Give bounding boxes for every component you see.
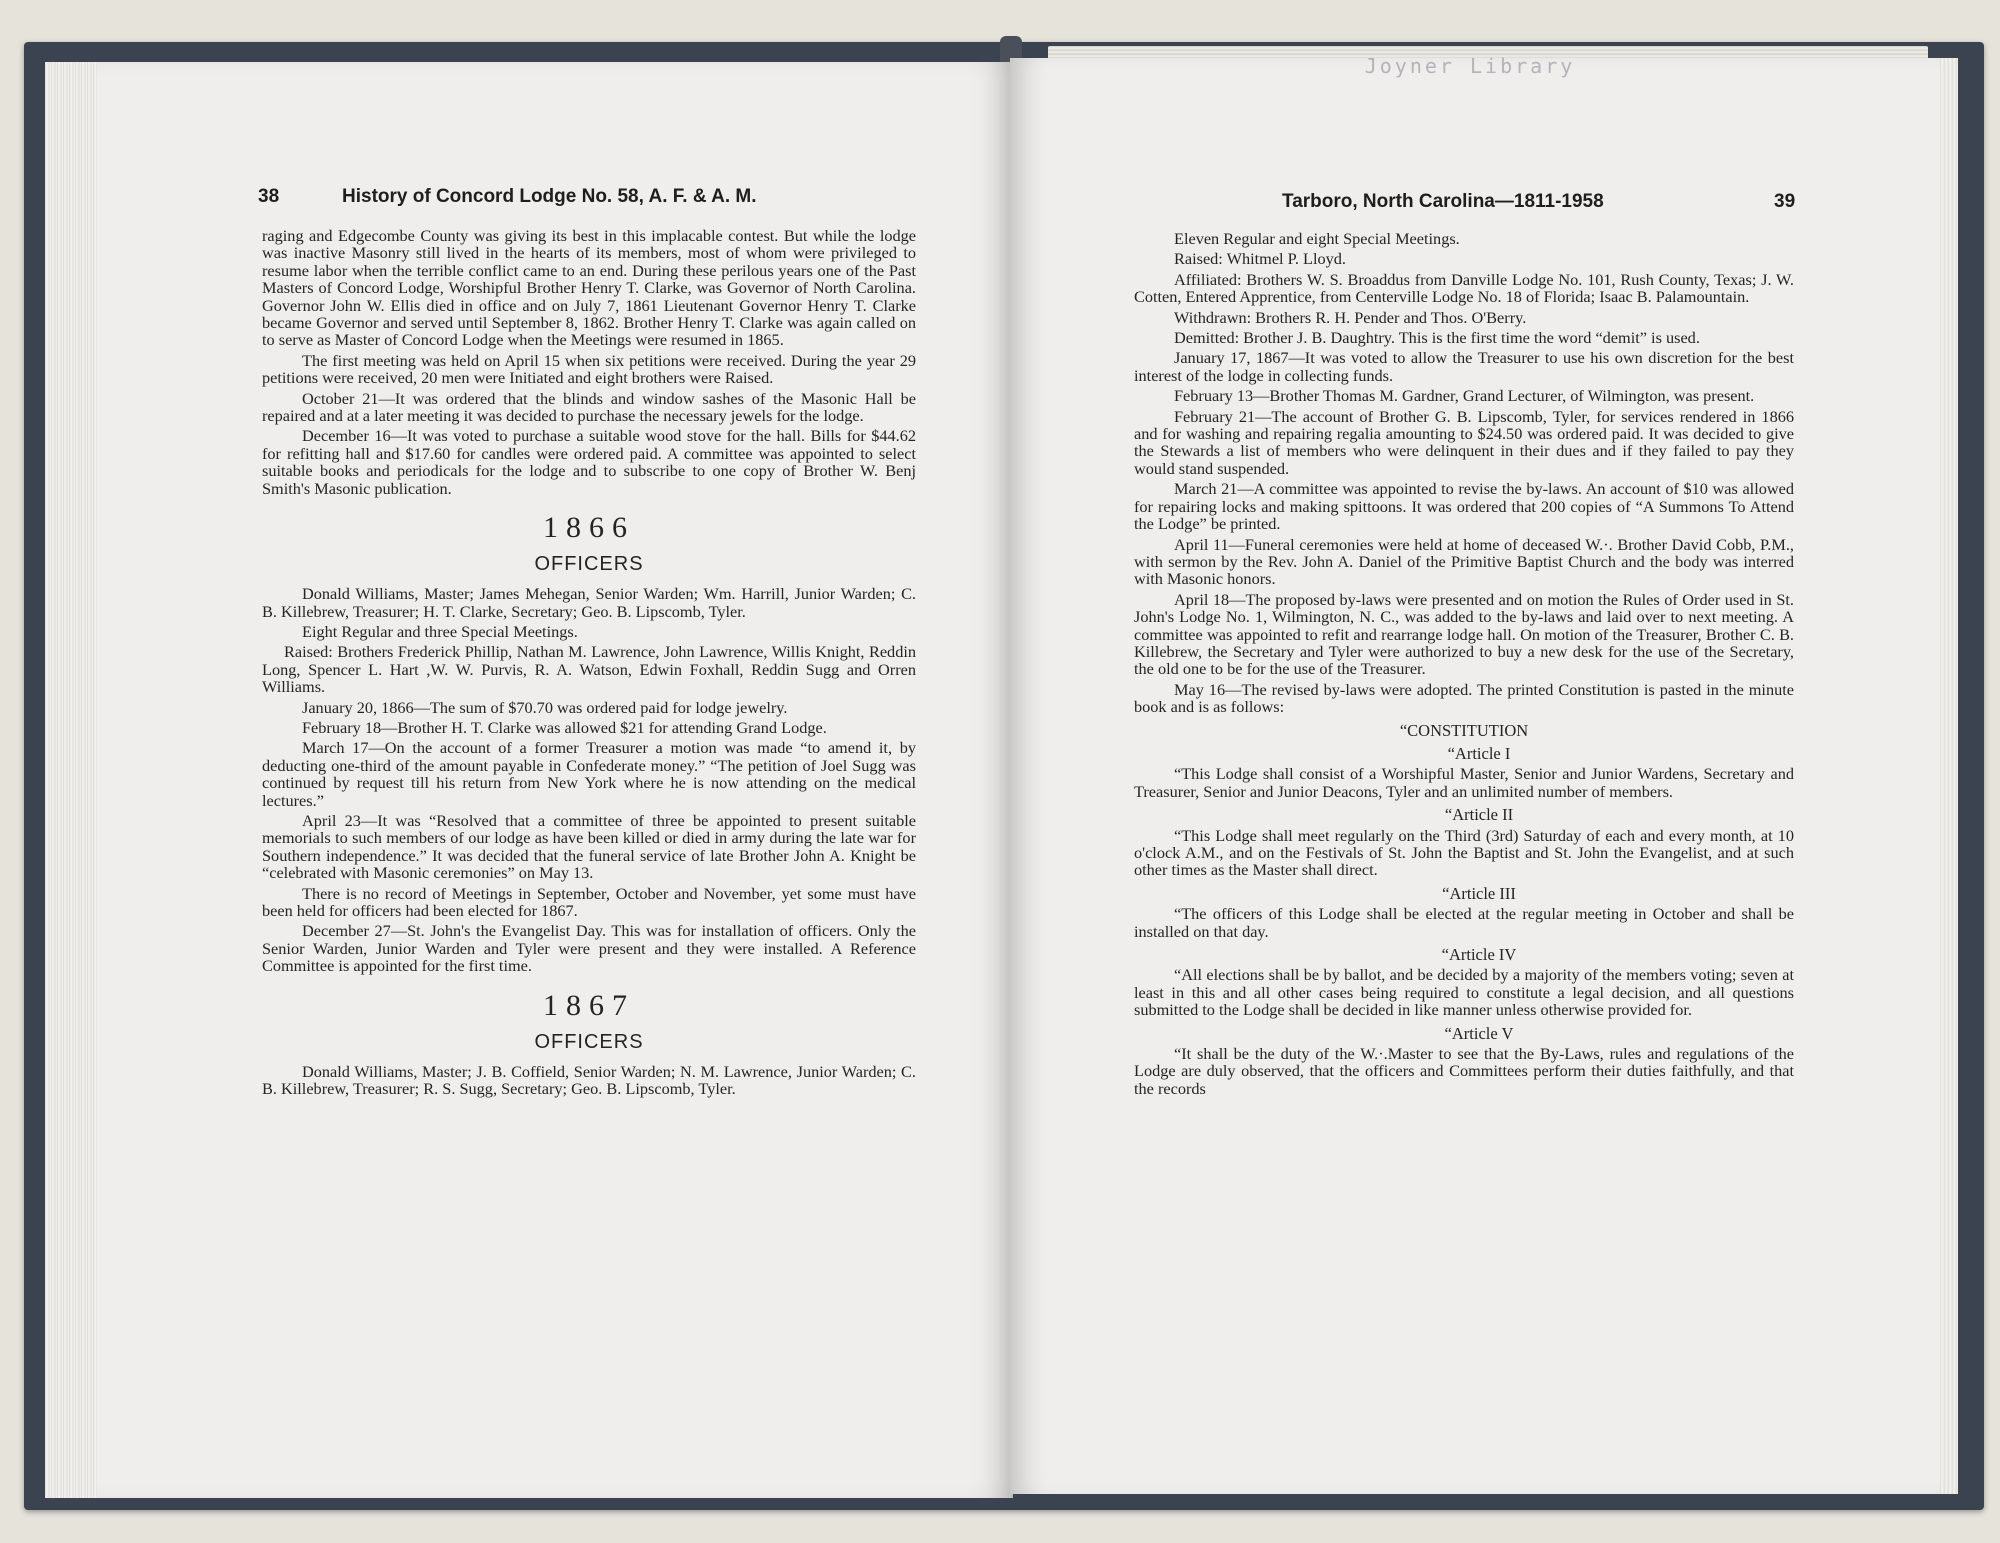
left-page-text (262, 227, 916, 1097)
left-running-title: History of Concord Lodge No. 58, A. F. & A. M. (342, 186, 757, 207)
article-text: “All elections shall be by ballot, and be decided by a majority of the members voting; seven at least in this and all other cases being required to constitute a legal decision, and all questions submitted to the Lodge shall be decided in like manner unless otherwise provided for. (1134, 965, 1794, 1020)
left-page-number: 38 (258, 186, 280, 207)
paragraph: Withdrawn: Brothers R. H. Pender and Thos. O'Berry. (1174, 307, 1527, 327)
paragraph: raging and Edgecombe County was giving its best in this implacable contest. But while the lodge was inactive Masonry still lived in the hearts of its members, most of whom were privileged to resume labor when the terrible conflict came to an end. During these perilous years one of the Past Masters of Concord Lodge, Worshipful Brother Henry T. Clarke, was Governor of North Carolina. Governor John W. Ellis died in office and on July 7, 1861 Lieutenant Governor Henry T. Clarke became Governor and served until September 8, 1862. Brother Henry T. Clarke was again called on to serve as Master of Concord Lodge when the Meetings were resumed in 1865. (262, 226, 916, 350)
right-page-number: 39 (1774, 191, 1796, 212)
article-title: “Article III (1442, 883, 1516, 903)
paragraph: January 17, 1867—It was voted to allow the Treasurer to use his own discretion for the best interest of the lodge in collecting funds. (1134, 348, 1794, 385)
paragraph: April 23—It was “Resolved that a committee of three be appointed to present suitable memorials to such members of our lodge as have been killed or died in army during the late war for Southern independence.” It was decided that the funeral service of late Brother John A. Knight be “celebrated with Masonic ceremonies” on May 13. (262, 810, 916, 883)
paragraph: Donald Williams, Master; James Mehegan, Senior Warden; Wm. Harrill, Junior Warden; C. B. Killebrew, Treasurer; H. T. Clarke, Secretary; Geo. B. Lipscomb, Tyler. (262, 584, 916, 621)
paragraph: Eleven Regular and eight Special Meetings. (1174, 229, 1460, 248)
article-title: “Article I (1447, 743, 1511, 763)
paragraph: There is no record of Meetings in September, October and November, yet some must have been held for officers had been elected for 1867. (262, 883, 916, 920)
officers-heading-1867: OFFICERS (534, 1030, 644, 1053)
paragraph: February 21—The account of Brother G. B. Lipscomb, Tyler, for services rendered in 1866 and for washing and repairing regalia amounting to $24.50 was ordered paid. It was decided to give the Stewards a list of members who were delinquent in their dues and if they failed to pay they would stand suspended. (1134, 406, 1794, 478)
right-page-text (1134, 230, 1794, 1097)
paragraph: Donald Williams, Master; J. B. Coffield, Senior Warden; N. M. Lawrence, Junior Warden; C. B. Killebrew, Treasurer; R. S. Sugg, Secretary; Geo. B. Lipscomb, Tyler. (262, 1061, 916, 1099)
paragraph: February 18—Brother H. T. Clarke was allowed $21 for attending Grand Lodge. (302, 717, 827, 737)
paragraph: April 18—The proposed by-laws were presented and on motion the Rules of Order used in St. John's Lodge No. 1, Wilmington, N. C., was added to the by-laws and laid over to next meeting. A committee was appointed to refit and rearrange lodge hall. On motion of the Treasurer, Brother C. B. Killebrew, the Secretary and Tyler were authorized to buy a new desk for the use of the Secretary, the old one to be for the use of the Treasurer. (1134, 589, 1794, 679)
article-title: “Article IV (1441, 945, 1517, 965)
paragraph: April 11—Funeral ceremonies were held at home of deceased W.·. Brother David Cobb, P.M., with sermon by the Rev. John A. Daniel of the Primitive Baptist Church and the body was interred with Masonic honors. (1134, 534, 1794, 589)
article-text: “This Lodge shall meet regularly on the Third (3rd) Saturday of each and every month, at 10 o'clock A.M., and on the Festivals of St. John the Baptist and St. John the Evangelist, and at such other times as the Master shall direct. (1134, 825, 1794, 880)
paragraph: December 16—It was voted to purchase a suitable wood stove for the hall. Bills for $44.62 for refitting hall and $17.60 for candles were ordered paid. A committee was appointed to select suitable books and periodicals for the lodge and to subscribe to one copy of Brother W. Benj Smith's Masonic publication. (262, 426, 916, 498)
article-title: “Article II (1444, 805, 1514, 825)
paragraph: October 21—It was ordered that the blinds and window sashes of the Masonic Hall be repaired and at a later meeting it was decided to purchase the necessary jewels for the lodge. (262, 388, 916, 426)
year-heading-1866: 1866 (543, 511, 635, 545)
paragraph: Raised: Whitmel P. Lloyd. (1174, 249, 1347, 269)
article-text: “The officers of this Lodge shall be elected at the regular meeting in October and shall be installed on that day. (1134, 904, 1794, 941)
paragraph: Raised: Brothers Frederick Phillip, Nathan M. Lawrence, John Lawrence, Willis Knight, Reddin Long, Spencer L. Hart ,W. W. Purvis, R. A. Watson, Edwin Foxhall, Reddin Sugg and Orren Williams. (262, 642, 916, 697)
paragraph: Eight Regular and three Special Meetings. (302, 621, 578, 641)
paragraph: March 17—On the account of a former Treasurer a motion was made “to amend it, by deducting one-third of the amount payable in Confederate money.” “The petition of Joel Sugg was continued by request till his return from New York where he is now attending on the medical lectures.” (262, 738, 916, 810)
paragraph: Affiliated: Brothers W. S. Broaddus from Danville Lodge No. 101, Rush County, Texas; J. W. Cotten, Entered Apprentice, from Centerville Lodge No. 18 of Florida; Isaac B. Palamountain. (1134, 269, 1794, 307)
library-stamp: Joyner Library (1364, 54, 1576, 78)
article-text: “It shall be the duty of the W.·.Master to see that the By-Laws, rules and regulations of the Lodge are duly observed, that the officers and Committees perform their duties faithfully, and that the records (1134, 1044, 1794, 1098)
paragraph: May 16—The revised by-laws were adopted. The printed Constitution is pasted in the minute book and is as follows: (1134, 679, 1794, 717)
year-heading-1867: 1867 (543, 988, 635, 1022)
paragraph: December 27—St. John's the Evangelist Day. This was for installation of officers. Only the Senior Warden, Junior Warden and Tyler were present and they were installed. A Reference Committee is appointed for the first time. (262, 921, 916, 976)
paragraph: Demitted: Brother J. B. Daughtry. This is the first time the word “demit” is used. (1174, 328, 1700, 348)
paragraph: The first meeting was held on April 15 when six petitions were received. During the year 29 petitions were received, 20 men were Initiated and eight brothers were Raised. (262, 350, 916, 388)
paragraph: February 13—Brother Thomas M. Gardner, Grand Lecturer, of Wilmington, was present. (1174, 386, 1755, 406)
constitution-heading: “CONSTITUTION (1399, 720, 1529, 740)
paragraph: January 20, 1866—The sum of $70.70 was ordered paid for lodge jewelry. (302, 697, 788, 717)
paragraph: March 21—A committee was appointed to revise the by-laws. An account of $10 was allowed for repairing locks and making spittoons. It was ordered that 200 copies of “A Summons To Attend the Lodge” be printed. (1134, 479, 1794, 534)
article-text: “This Lodge shall consist of a Worshipful Master, Senior and Junior Wardens, Secretary and Treasurer, Senior and Junior Deacons, Tyler and an unlimited number of members. (1134, 764, 1794, 801)
officers-heading-1866: OFFICERS (534, 553, 644, 576)
right-running-title: Tarboro, North Carolina—1811-1958 (1282, 191, 1604, 212)
article-title: “Article V (1444, 1023, 1514, 1043)
